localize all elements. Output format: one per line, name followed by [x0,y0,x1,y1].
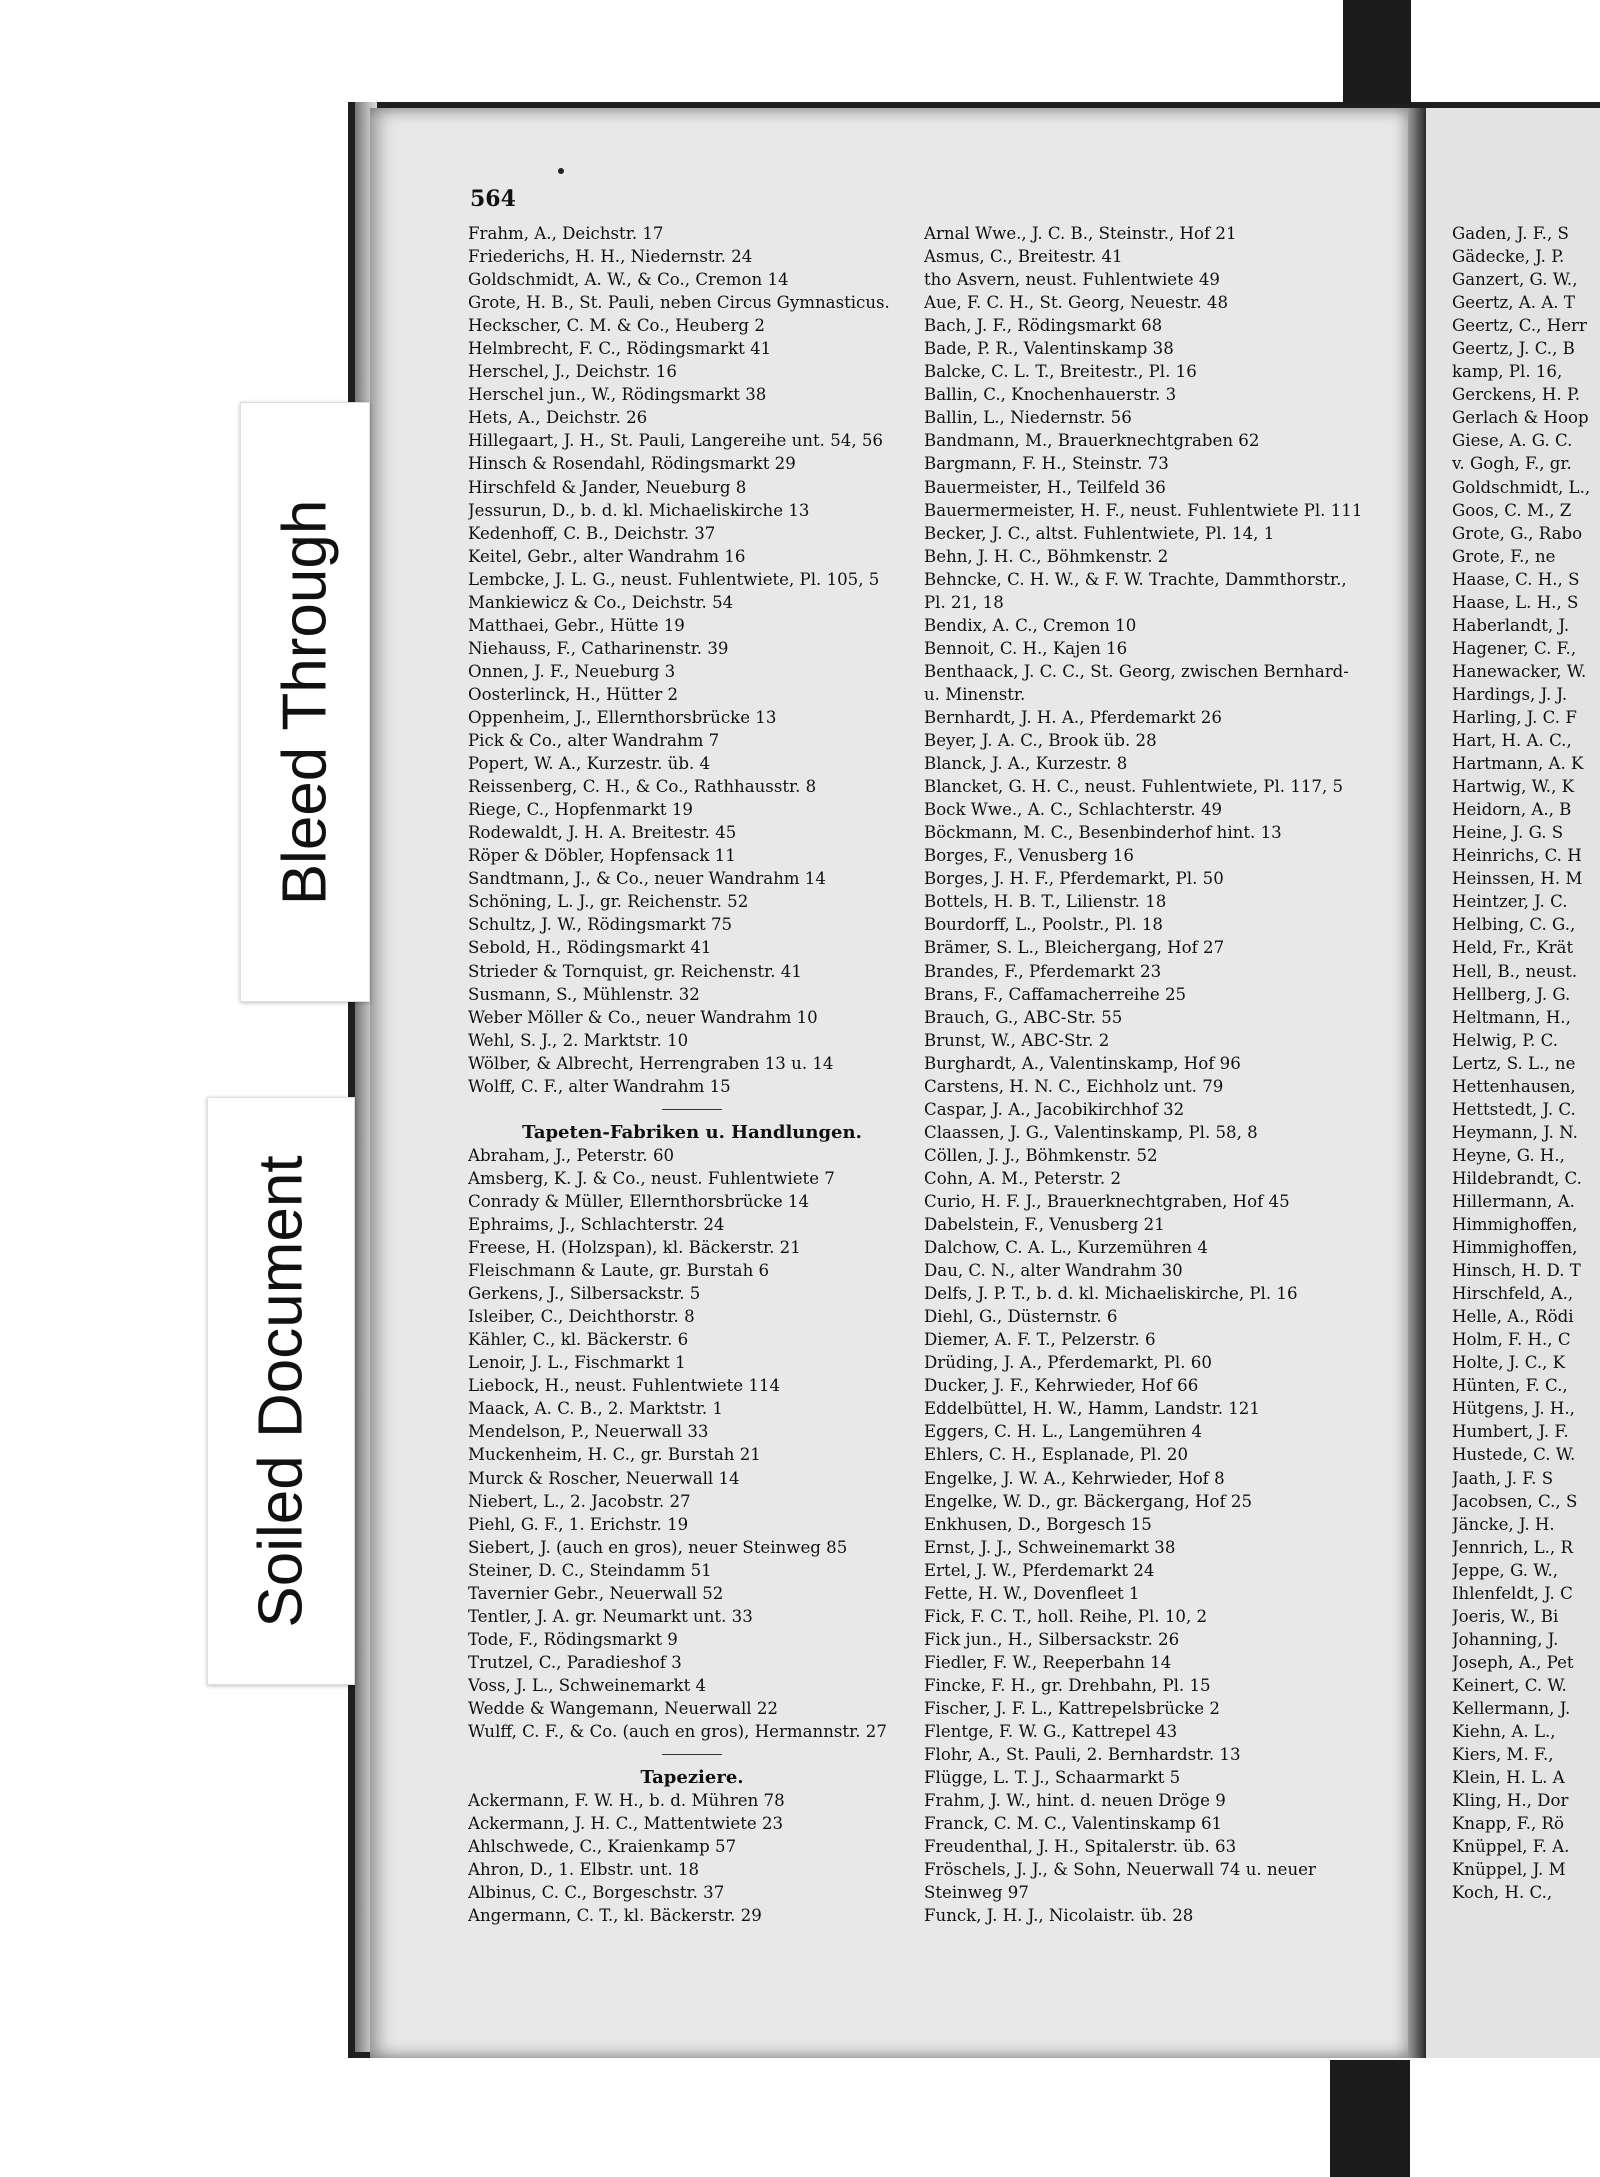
directory-entry: Bottels, H. B. T., Lilienstr. 18 [924,892,1167,912]
facing-page-entry: Jäncke, J. H. [1452,1514,1555,1534]
facing-page-entry: Hettstedt, J. C. [1452,1099,1576,1119]
facing-page-entry: Heidorn, A., B [1452,800,1572,820]
directory-entry: Freese, H. (Holzspan), kl. Bäckerstr. 21 [468,1238,801,1258]
facing-page-entry: Haase, L. H., S [1452,592,1579,612]
directory-entry: Lenoir, J. L., Fischmarkt 1 [468,1353,686,1373]
directory-entry: Bauermeister, H., Teilfeld 36 [924,477,1166,497]
directory-entry: Schultz, J. W., Rödingsmarkt 75 [468,915,733,935]
facing-page-entry: Klein, H. L. A [1452,1768,1565,1788]
directory-entry: Schöning, L. J., gr. Reichenstr. 52 [468,892,749,912]
directory-entry: Hirschfeld & Jander, Neueburg 8 [468,477,747,497]
directory-entry: Steiner, D. C., Steindamm 51 [468,1560,712,1580]
directory-entry: Fleischmann & Laute, gr. Burstah 6 [468,1261,770,1281]
directory-entry: Sandtmann, J., & Co., neuer Wandrahm 14 [468,869,826,889]
directory-entry: Cöllen, J. J., Böhmkenstr. 52 [924,1145,1158,1165]
directory-entry: Brandes, F., Pferdemarkt 23 [924,961,1162,981]
facing-page-entry: Keinert, C. W. [1452,1675,1567,1695]
directory-entry: Brunst, W., ABC-Str. 2 [924,1030,1110,1050]
directory-entry: Herschel jun., W., Rödingsmarkt 38 [468,385,767,405]
directory-entry: Fick jun., H., Silbersackstr. 26 [924,1629,1180,1649]
directory-entry: Sebold, H., Rödingsmarkt 41 [468,938,712,958]
directory-entry: Ballin, C., Knochenhauerstr. 3 [924,385,1177,405]
directory-entry: Tode, F., Rödingsmarkt 9 [468,1629,678,1649]
facing-page-entry: Knüppel, F. A. [1452,1837,1570,1857]
directory-entry: Fischer, J. F. L., Kattrepelsbrücke 2 [924,1699,1220,1718]
facing-page-entry: Hustede, C. W. [1452,1445,1576,1465]
directory-entry: Eddelbüttel, H. W., Hamm, Landstr. 121 [924,1399,1260,1419]
directory-entry: Brauch, G., ABC-Str. 55 [924,1007,1123,1027]
directory-entry: Franck, C. M. C., Valentinskamp 61 [924,1814,1223,1834]
directory-entry: Voss, J. L., Schweinemarkt 4 [468,1675,707,1695]
facing-page-entry: v. Gogh, F., gr. [1452,454,1572,474]
directory-entry: Onnen, J. F., Neueburg 3 [468,661,676,681]
directory-entry: Ertel, J. W., Pferdemarkt 24 [924,1560,1155,1580]
facing-page-entry: Holte, J. C., K [1452,1353,1566,1373]
directory-entry: Riege, C., Hopfenmarkt 19 [468,800,693,820]
directory-entry: Brämer, S. L., Bleichergang, Hof 27 [924,938,1225,958]
facing-page-entry: Gerlach & Hoop [1452,408,1589,428]
binding-strap-top [1343,0,1411,104]
directory-entry: Ackermann, F. W. H., b. d. Mühren 78 [468,1791,785,1811]
facing-page-entry: Joeris, W., Bi [1452,1606,1559,1626]
directory-entry: Amsberg, K. J. & Co., neust. Fuhlentwiete 7 [468,1168,835,1188]
directory-entry: Drüding, J. A., Pferdemarkt, Pl. 60 [924,1353,1212,1373]
directory-entry: Murck & Roscher, Neuerwall 14 [468,1468,740,1488]
left-column [468,222,916,1927]
facing-page-entry: Humbert, J. F. [1452,1422,1569,1442]
section-separator [468,1743,916,1766]
facing-page-entry: Johanning, J. [1452,1629,1559,1649]
directory-entry: Flentge, F. W. G., Kattrepel 43 [924,1722,1178,1742]
directory-entry: Conrady & Müller, Ellernthorsbrücke 14 [468,1191,810,1211]
facing-page-entry: Geertz, C., Herr [1452,316,1587,336]
directory-entry: Fröschels, J. J., & Sohn, Neuerwall 74 u. neuer [924,1860,1316,1880]
directory-entry: Dau, C. N., alter Wandrahm 30 [924,1261,1183,1281]
facing-page-entry: Knüppel, J. M [1452,1860,1566,1880]
facing-page-entry: kamp, Pl. 16, [1452,362,1563,382]
directory-entry: u. Minenstr. [924,684,1026,704]
directory-entry: Liebock, H., neust. Fuhlentwiete 114 [468,1376,781,1396]
facing-page-entry: Haberlandt, J. [1452,615,1570,635]
facing-page-entry: Joseph, A., Pet [1452,1652,1574,1672]
soiled-document-label [207,1097,355,1685]
directory-entry: Behncke, C. H. W., & F. W. Trachte, Dammthorstr., [924,569,1347,589]
facing-page-entry: Heintzer, J. C. [1452,892,1568,912]
facing-page-column [1452,222,1600,1904]
right-column [924,222,1402,1927]
facing-page-entry: Holm, F. H., C [1452,1330,1571,1350]
directory-entry: Mankiewicz & Co., Deichstr. 54 [468,592,734,612]
directory-entry: Angermann, C. T., kl. Bäckerstr. 29 [468,1906,762,1926]
soiled-document-label-text: Soiled Document [246,1154,316,1628]
directory-entry: Ackermann, J. H. C., Mattentwiete 23 [468,1814,784,1834]
directory-entry: Bourdorff, L., Poolstr., Pl. 18 [924,915,1163,935]
bleed-through-label [240,402,370,1002]
directory-entry: Abraham, J., Peterstr. 60 [468,1145,675,1165]
section-heading: Tapeten-Fabriken u. Handlungen. [522,1121,862,1143]
directory-entry: Bauermermeister, H. F., neust. Fuhlentwiete Pl. 111 [924,500,1363,520]
directory-entry: Balcke, C. L. T., Breitestr., Pl. 16 [924,362,1197,382]
directory-entry: Dalchow, C. A. L., Kurzemühren 4 [924,1238,1208,1258]
directory-entry: Böckmann, M. C., Besenbinderhof hint. 13 [924,823,1282,843]
facing-page-entry: Hettenhausen, [1452,1076,1576,1096]
directory-entry: Engelke, W. D., gr. Bäckergang, Hof 25 [924,1491,1253,1511]
directory-entry: Diehl, G., Düsternstr. 6 [924,1307,1118,1327]
directory-entry: Heckscher, C. M. & Co., Heuberg 2 [468,316,765,336]
facing-page-entry: Jeppe, G. W., [1452,1560,1559,1580]
facing-page-entry: Helwig, P. C. [1452,1030,1559,1050]
facing-page-entry: Heinssen, H. M [1452,869,1583,889]
facing-page-entry: Heine, J. G. S [1452,823,1564,843]
directory-entry: Oosterlinck, H., Hütter 2 [468,684,679,704]
directory-entry: Enkhusen, D., Borgesch 15 [924,1514,1152,1534]
directory-entry: Behn, J. H. C., Böhmkenstr. 2 [924,546,1169,566]
facing-page-entry: Gädecke, J. P. [1452,247,1565,267]
facing-page-entry: Hagener, C. F., [1452,638,1577,658]
directory-entry: Fincke, F. H., gr. Drehbahn, Pl. 15 [924,1675,1211,1695]
directory-entry: Fette, H. W., Dovenfleet 1 [924,1583,1140,1603]
directory-entry: Beyer, J. A. C., Brook üb. 28 [924,731,1157,751]
directory-entry: Herschel, J., Deichstr. 16 [468,362,677,382]
section-heading: Tapeziere. [640,1767,744,1789]
directory-entry: Wölber, & Albrecht, Herrengraben 13 u. 14 [468,1053,834,1073]
facing-page-entry: Jaath, J. F. S [1452,1468,1554,1488]
directory-entry: Pl. 21, 18 [924,592,1004,612]
page-number: 564 [470,186,516,212]
directory-entry: Borges, J. H. F., Pferdemarkt, Pl. 50 [924,869,1224,889]
directory-entry: Bendix, A. C., Cremon 10 [924,615,1137,635]
directory-entry: Pick & Co., alter Wandrahm 7 [468,731,720,751]
directory-entry: Fiedler, F. W., Reeperbahn 14 [924,1652,1172,1672]
directory-entry: Strieder & Tornquist, gr. Reichenstr. 41 [468,961,802,981]
book-gutter [1408,108,1426,2058]
directory-entry: Jessurun, D., b. d. kl. Michaeliskirche 13 [468,500,810,520]
directory-entry: Grote, H. B., St. Pauli, neben Circus Gymnasticus. [468,293,890,313]
facing-page-entry: Hellberg, J. G. [1452,984,1571,1004]
facing-page-entry: Kiehn, A. L., [1452,1722,1556,1742]
directory-entry: Susmann, S., Mühlenstr. 32 [468,984,700,1004]
directory-entry: Goldschmidt, A. W., & Co., Cremon 14 [468,270,789,290]
directory-entry: Brans, F., Caffamacherreihe 25 [924,984,1187,1004]
directory-entry: Wedde & Wangemann, Neuerwall 22 [468,1699,778,1718]
facing-page-entry: Harling, J. C. F [1452,707,1577,727]
facing-page-entry: Gerckens, H. P. [1452,385,1581,405]
directory-entry: Dabelstein, F., Venusberg 21 [924,1215,1165,1235]
directory-entry: Bernhardt, J. H. A., Pferdemarkt 26 [924,707,1222,727]
directory-entry: Arnal Wwe., J. C. B., Steinstr., Hof 21 [924,224,1237,243]
facing-page-entry: Heltmann, H., [1452,1007,1571,1027]
facing-page-entry: Kellermann, J. [1452,1699,1571,1718]
directory-entry: Ernst, J. J., Schweinemarkt 38 [924,1537,1176,1557]
directory-entry: Niehauss, F., Catharinenstr. 39 [468,638,729,658]
directory-entry: Blanck, J. A., Kurzestr. 8 [924,754,1128,774]
facing-page-entry: Heinrichs, C. H [1452,846,1582,866]
facing-page-entry: Helbing, C. G., [1452,915,1576,935]
directory-entry: Albinus, C. C., Borgeschstr. 37 [468,1883,725,1903]
directory-entry: Fick, F. C. T., holl. Reihe, Pl. 10, 2 [924,1606,1208,1626]
facing-page-entry: Hünten, F. C., [1452,1376,1568,1396]
facing-page-entry: Hartmann, A. K [1452,754,1584,774]
directory-entry: Bach, J. F., Rödingsmarkt 68 [924,316,1163,336]
directory-entry: Röper & Döbler, Hopfensack 11 [468,846,736,866]
ink-dot [558,168,564,174]
binding-strap-bottom [1330,2060,1410,2177]
facing-page-entry: Held, Fr., Krät [1452,938,1574,958]
facing-page-entry: Goos, C. M., Z [1452,500,1572,520]
facing-page-entry: Hell, B., neust. [1452,961,1578,981]
directory-entry: Bennoit, C. H., Kajen 16 [924,638,1128,658]
directory-entry: Lembcke, J. L. G., neust. Fuhlentwiete, Pl. 105, 5 [468,569,880,589]
facing-page-entry: Lertz, S. L., ne [1452,1053,1576,1073]
section-separator [468,1098,916,1121]
directory-entry: Maack, A. C. B., 2. Marktstr. 1 [468,1399,723,1419]
facing-page-entry: Ihlenfeldt, J. C [1452,1583,1573,1603]
directory-entry: Borges, F., Venusberg 16 [924,846,1134,866]
facing-page-entry: Heymann, J. N. [1452,1122,1578,1142]
facing-page-entry: Hartwig, W., K [1452,777,1575,797]
directory-entry: Bandmann, M., Brauerknechtgraben 62 [924,431,1260,451]
directory-entry: Kedenhoff, C. B., Deichstr. 37 [468,523,716,543]
directory-entry: Burghardt, A., Valentinskamp, Hof 96 [924,1053,1241,1073]
directory-entry: Delfs, J. P. T., b. d. kl. Michaeliskirche, Pl. 16 [924,1284,1298,1304]
directory-entry: Oppenheim, J., Ellernthorsbrücke 13 [468,707,777,727]
facing-page-entry: Giese, A. G. C. [1452,431,1573,451]
directory-entry: Wehl, S. J., 2. Marktstr. 10 [468,1030,689,1050]
directory-entry: Wolff, C. F., alter Wandrahm 15 [468,1076,731,1096]
facing-page-entry: Heyne, G. H., [1452,1145,1565,1165]
facing-page-entry: Hütgens, J. H., [1452,1399,1575,1419]
directory-entry: Curio, H. F. J., Brauerknechtgraben, Hof 45 [924,1191,1290,1211]
directory-entry: Weber Möller & Co., neuer Wandrahm 10 [468,1007,818,1027]
directory-entry: Ducker, J. F., Kehrwieder, Hof 66 [924,1376,1199,1396]
facing-page-entry: Geertz, J. C., B [1452,339,1575,359]
directory-entry: Siebert, J. (auch en gros), neuer Steinweg 85 [468,1537,848,1557]
facing-page-entry: Knapp, F., Rö [1452,1814,1565,1834]
directory-entry: Flügge, L. T. J., Schaarmarkt 5 [924,1768,1181,1788]
directory-entry: Helmbrecht, F. C., Rödingsmarkt 41 [468,339,772,359]
directory-entry: Diemer, A. F. T., Pelzerstr. 6 [924,1330,1156,1350]
directory-entry: Asmus, C., Breitestr. 41 [924,247,1123,267]
directory-entry: Gerkens, J., Silbersackstr. 5 [468,1284,701,1304]
facing-page-entry: Gaden, J. F., S [1452,224,1569,243]
directory-entry: Matthaei, Gebr., Hütte 19 [468,615,685,635]
facing-page-entry: Ganzert, G. W., [1452,270,1578,290]
directory-entry: Cohn, A. M., Peterstr. 2 [924,1168,1122,1188]
directory-entry: Carstens, H. N. C., Eichholz unt. 79 [924,1076,1224,1096]
facing-page-entry: Hanewacker, W. [1452,661,1587,681]
facing-page-entry: Hirschfeld, A., [1452,1284,1574,1304]
directory-entry: Trutzel, C., Paradieshof 3 [468,1652,682,1672]
directory-entry: Friederichs, H. H., Niedernstr. 24 [468,247,753,267]
directory-entry: Kähler, C., kl. Bäckerstr. 6 [468,1330,689,1350]
directory-entry: Bade, P. R., Valentinskamp 38 [924,339,1174,359]
facing-page-entry: Jennrich, L., R [1452,1537,1573,1557]
directory-entry: Frahm, J. W., hint. d. neuen Dröge 9 [924,1791,1226,1811]
facing-page-entry: Grote, F., ne [1452,546,1556,566]
directory-entry: Ehlers, C. H., Esplanade, Pl. 20 [924,1445,1189,1465]
directory-entry: Eggers, C. H. L., Langemühren 4 [924,1422,1203,1442]
directory-entry: Ahron, D., 1. Elbstr. unt. 18 [468,1860,700,1880]
directory-entry: Niebert, L., 2. Jacobstr. 27 [468,1491,691,1511]
directory-entry: Benthaack, J. C. C., St. Georg, zwischen Bernhard- [924,661,1349,681]
bleed-through-label-text: Bleed Through [270,499,340,905]
directory-entry: Tentler, J. A. gr. Neumarkt unt. 33 [468,1606,753,1626]
directory-entry: Isleiber, C., Deichthorstr. 8 [468,1307,695,1327]
directory-entry: Wulff, C. F., & Co. (auch en gros), Hermannstr. 27 [468,1722,887,1742]
directory-entry: Blancket, G. H. C., neust. Fuhlentwiete, Pl. 117, 5 [924,777,1344,797]
directory-entry: Mendelson, P., Neuerwall 33 [468,1422,709,1442]
facing-page-entry: Haase, C. H., S [1452,569,1580,589]
facing-page-entry: Hillermann, A. [1452,1191,1575,1211]
facing-page-entry: Hinsch, H. D. T [1452,1261,1581,1281]
directory-entry: Engelke, J. W. A., Kehrwieder, Hof 8 [924,1468,1225,1488]
directory-entry: Steinweg 97 [924,1883,1029,1903]
directory-entry: Frahm, A., Deichstr. 17 [468,224,664,243]
directory-entry: Ephraims, J., Schlachterstr. 24 [468,1215,725,1235]
facing-page-entry: Kling, H., Dor [1452,1791,1569,1811]
directory-entry: Flohr, A., St. Pauli, 2. Bernhardstr. 13 [924,1745,1241,1765]
directory-entry: Becker, J. C., altst. Fuhlentwiete, Pl. 14, 1 [924,523,1275,543]
facing-page-entry: Goldschmidt, L., [1452,477,1591,497]
directory-entry: Piehl, G. F., 1. Erichstr. 19 [468,1514,689,1534]
directory-entry: Tavernier Gebr., Neuerwall 52 [468,1583,724,1603]
facing-page-entry: Hardings, J. J. [1452,684,1568,704]
facing-page-entry: Himmighoffen, [1452,1215,1578,1235]
directory-entry: Hinsch & Rosendahl, Rödingsmarkt 29 [468,454,796,474]
directory-entry: Hillegaart, J. H., St. Pauli, Langereihe unt. 54, 56 [468,431,883,451]
directory-entry: Muckenheim, H. C., gr. Burstah 21 [468,1445,761,1465]
directory-entry: Reissenberg, C. H., & Co., Rathhausstr. 8 [468,777,817,797]
facing-page-entry: Koch, H. C., [1452,1883,1553,1903]
directory-entry: Funck, J. H. J., Nicolaistr. üb. 28 [924,1906,1194,1926]
directory-entry: Aue, F. C. H., St. Georg, Neuestr. 48 [924,293,1229,313]
directory-entry: Bargmann, F. H., Steinstr. 73 [924,454,1169,474]
directory-entry: Popert, W. A., Kurzestr. üb. 4 [468,754,711,774]
directory-entry: Bock Wwe., A. C., Schlachterstr. 49 [924,800,1223,820]
facing-page-entry: Geertz, A. A. T [1452,293,1575,313]
directory-entry: Claassen, J. G., Valentinskamp, Pl. 58, 8 [924,1122,1258,1142]
directory-entry: Ballin, L., Niedernstr. 56 [924,408,1132,428]
directory-entry: Caspar, J. A., Jacobikirchhof 32 [924,1099,1185,1119]
directory-entry: tho Asvern, neust. Fuhlentwiete 49 [924,270,1220,290]
facing-page-entry: Kiers, M. F., [1452,1745,1554,1765]
directory-entry: Hets, A., Deichstr. 26 [468,408,648,428]
facing-page-entry: Himmighoffen, [1452,1238,1578,1258]
directory-entry: Keitel, Gebr., alter Wandrahm 16 [468,546,746,566]
directory-entry: Ahlschwede, C., Kraienkamp 57 [468,1837,737,1857]
facing-page-entry: Hart, H. A. C., [1452,731,1572,751]
facing-page-entry: Grote, G., Rabo [1452,523,1583,543]
facing-page-entry: Helle, A., Rödi [1452,1307,1574,1327]
facing-page-entry: Jacobsen, C., S [1452,1491,1578,1511]
facing-page-entry: Hildebrandt, C. [1452,1168,1582,1188]
directory-entry: Freudenthal, J. H., Spitalerstr. üb. 63 [924,1837,1237,1857]
directory-entry: Rodewaldt, J. H. A. Breitestr. 45 [468,823,737,843]
